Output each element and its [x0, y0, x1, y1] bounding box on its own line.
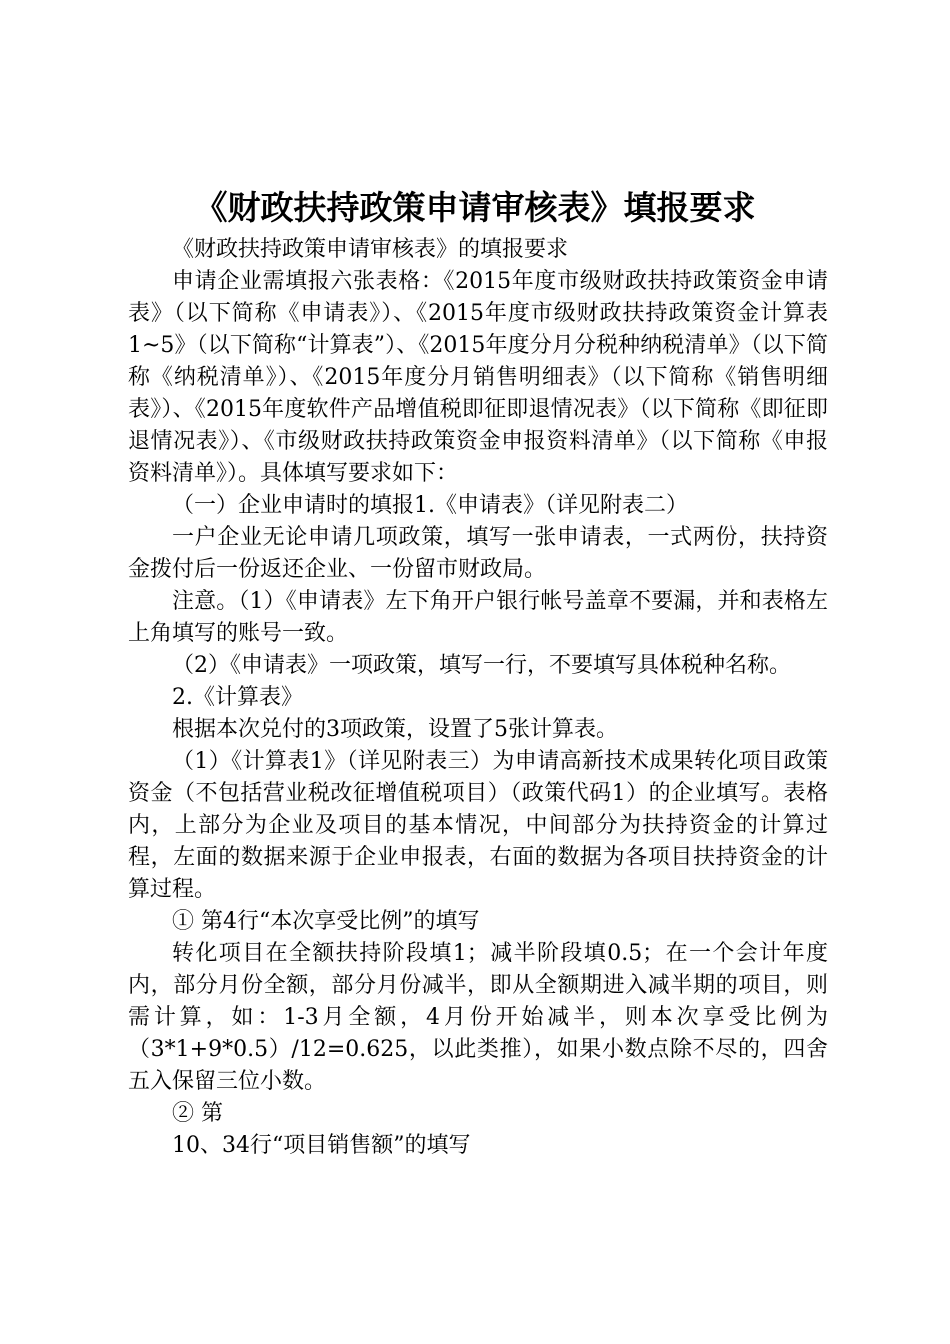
paragraph: ② 第 [172, 1101, 223, 1126]
paragraph: 转化项目在全额扶持阶段填1；减半阶段填0.5；在一个会计年度内，部分月份全额，部分月份减半，即从全额期进入减半期的项目，则需计算，如：1-3月全额，4月份开始减半，则本次享受比例为（3*1+9*0.5）/12=0.625，以此类推），如果小数点除不尽的，四舍五入保留三位小数。 [128, 941, 828, 1094]
paragraph: 注意。（1）《申请表》左下角开户银行帐号盖章不要漏，并和表格左上角填写的账号一致。 [128, 589, 828, 646]
paragraph: 《财政扶持政策申请审核表》的填报要求 [172, 237, 569, 262]
paragraph: （2）《申请表》一项政策，填写一行，不要填写具体税种名称。 [172, 653, 791, 678]
document-title: 《财政扶持政策申请审核表》填报要求 [194, 188, 756, 227]
paragraph: 申请企业需填报六张表格：《2015年度市级财政扶持政策资金申请表》（以下简称《申请表》）、《2015年度市级财政扶持政策资金计算表1~5》（以下简称“计算表”）、《2015年度分月分税种纳税清单》（以下简称《纳税清单》）、《2015年度分月销售明细表》（以下简称《销售明细表》）、《2015年度软件产品增值税即征即退情况表》（以下简称《即征即退情况表》）、《市级财政扶持政策资金申报资料清单》（以下简称《申报资料清单》）。具体填写要求如下： [128, 269, 828, 486]
paragraph: 2.《计算表》 [172, 685, 303, 710]
paragraph: （1）《计算表1》（详见附表三）为申请高新技术成果转化项目政策资金（不包括营业税改征增值税项目）（政策代码1）的企业填写。表格内，上部分为企业及项目的基本情况，中间部分为扶持资金的计算过程，左面的数据来源于企业申报表，右面的数据为各项目扶持资金的计算过程。 [128, 749, 828, 902]
paragraph: 根据本次兑付的3项政策，设置了5张计算表。 [172, 717, 618, 742]
paragraph: 10、34行“项目销售额”的填写 [172, 1133, 471, 1158]
paragraph: （一）企业申请时的填报1.《申请表》（详见附表二） [172, 493, 688, 518]
paragraph: 一户企业无论申请几项政策，填写一张申请表，一式两份，扶持资金拨付后一份返还企业、一份留市财政局。 [128, 525, 828, 582]
paragraph: ① 第4行“本次享受比例”的填写 [172, 909, 480, 934]
document-body [128, 234, 828, 1162]
